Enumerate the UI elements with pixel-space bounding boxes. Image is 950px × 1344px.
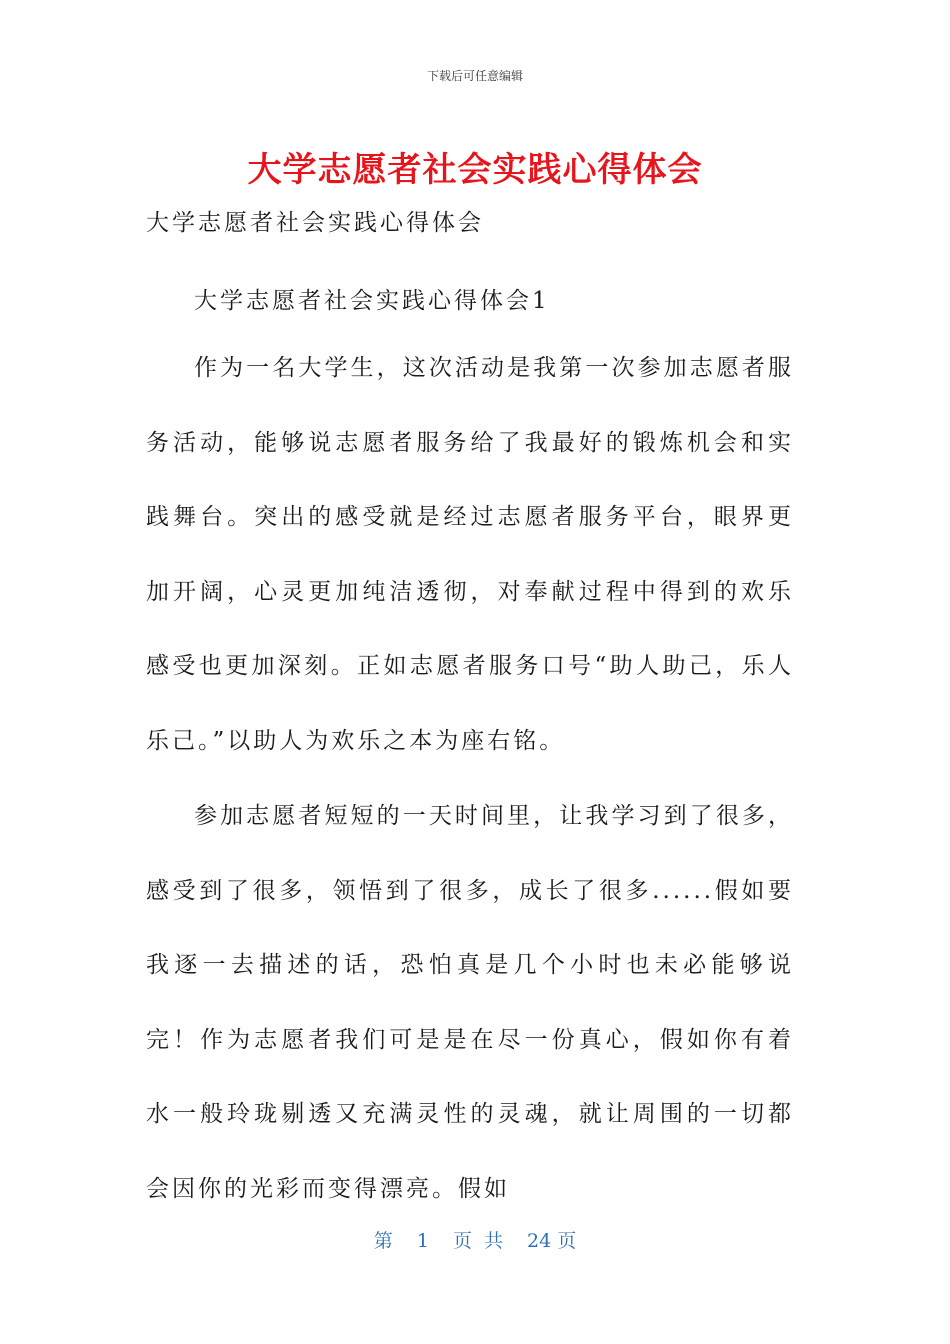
- body-paragraph: 作为一名大学生，这次活动是我第一次参加志愿者服务活动，能够说志愿者服务给了我最好的锻炼机会和实践舞台。突出的感受就是经过志愿者服务平台，眼界更加开阔，心灵更加纯洁透彻，对奉献过程中得到的欢乐感受也更加深刻。正如志愿者服务口号“助人助己，乐人乐己。”以助人为欢乐之本为座右铭。: [146, 355, 794, 754]
- footer-prefix: 第: [373, 1230, 393, 1252]
- header-note: 下载后可任意编辑: [426, 69, 523, 83]
- current-page-number: 1: [416, 1230, 429, 1252]
- document-title: 大学志愿者社会实践心得体会: [247, 150, 703, 190]
- section-heading: 大学志愿者社会实践心得体会1: [194, 288, 550, 314]
- footer-middle: 页 共: [452, 1230, 503, 1252]
- document-subtitle: 大学志愿者社会实践心得体会: [146, 210, 484, 236]
- page-footer: [0, 1226, 950, 1253]
- footer-suffix: 页: [557, 1230, 577, 1252]
- total-pages-number: 24: [527, 1230, 552, 1252]
- body-paragraph: 参加志愿者短短的一天时间里，让我学习到了很多，感受到了很多，领悟到了很多，成长了很多......假如要我逐一去描述的话，恐怕真是几个小时也未必能够说完！作为志愿者我们可是是在尽一份真心，假如你有着水一般玲珑剔透又充满灵性的灵魂，就让周围的一切都会因你的光彩而变得漂亮。假如: [146, 803, 794, 1202]
